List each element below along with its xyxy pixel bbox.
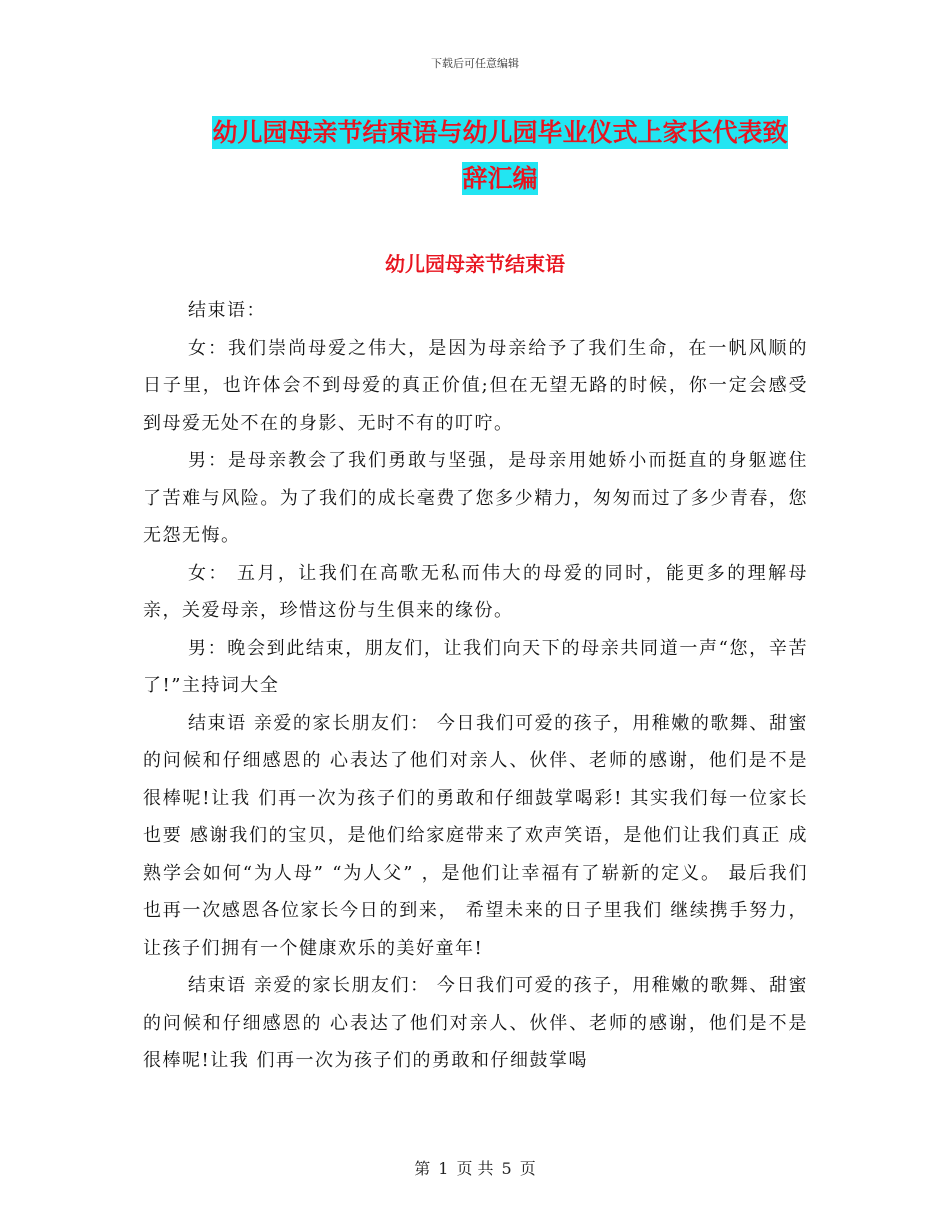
- footer-mid: 页 共: [456, 1159, 494, 1178]
- page-footer: [0, 1156, 950, 1179]
- paragraph: 女：我们崇尚母爱之伟大，是因为母亲给予了我们生命，在一帆风顺的日子里，也许体会不到母爱的真正价值;但在无望无路的时候，你一定会感受到母爱无处不在的身影、无时不有的叮咛。: [143, 337, 808, 434]
- document-title: [150, 110, 850, 202]
- footer-suffix: 页: [519, 1159, 536, 1178]
- title-line-1: 幼儿园母亲节结束语与幼儿园毕业仪式上家长代表致: [212, 118, 788, 147]
- paragraph: 结束语 亲爱的家长朋友们： 今日我们可爱的孩子，用稚嫩的歌舞、甜蜜的问候和仔细感恩的 心表达了他们对亲人、伙伴、老师的感谢，他们是不是很棒呢!让我 们再一次为孩子们的勇敢和仔细鼓掌喝彩! 其实我们每一位家长也要 感谢我们的宝贝，是他们给家庭带来了欢声笑语，是他们让我们真正 成熟学会如何“为人母” “为人父” ，是他们让幸福有了崭新的定义。 最后我们也再一次感恩各位家长今日的到来， 希望未来的日子里我们 继续携手努力，让孩子们拥有一个健康欢乐的美好童年!: [143, 712, 808, 959]
- paragraph: 女： 五月，让我们在高歌无私而伟大的母爱的同时，能更多的理解母亲，关爱母亲，珍惜这份与生俱来的缘份。: [143, 562, 808, 621]
- footer-page-number: 1: [438, 1159, 449, 1178]
- section-title: 幼儿园母亲节结束语: [385, 252, 565, 276]
- footer-prefix: 第: [414, 1159, 431, 1178]
- paragraph: 男：晚会到此结束，朋友们，让我们向天下的母亲共同道一声“您，辛苦了!”主持词大全: [143, 637, 808, 696]
- header-note: 下载后可任意编辑: [431, 57, 519, 70]
- document-body: [143, 292, 808, 1080]
- footer-total-pages: 5: [501, 1159, 512, 1178]
- paragraph: 男：是母亲教会了我们勇敢与坚强，是母亲用她娇小而挺直的身躯遮住了苦难与风险。为了我们的成长毫费了您多少精力，匆匆而过了多少青春，您无怨无悔。: [143, 450, 808, 546]
- paragraph: 结束语 亲爱的家长朋友们： 今日我们可爱的孩子，用稚嫩的歌舞、甜蜜的问候和仔细感恩的 心表达了他们对亲人、伙伴、老师的感谢，他们是不是很棒呢!让我 们再一次为孩子们的勇敢和仔细鼓掌喝: [143, 975, 808, 1071]
- paragraph: 结束语：: [188, 300, 266, 321]
- title-line-2: 辞汇编: [462, 164, 538, 193]
